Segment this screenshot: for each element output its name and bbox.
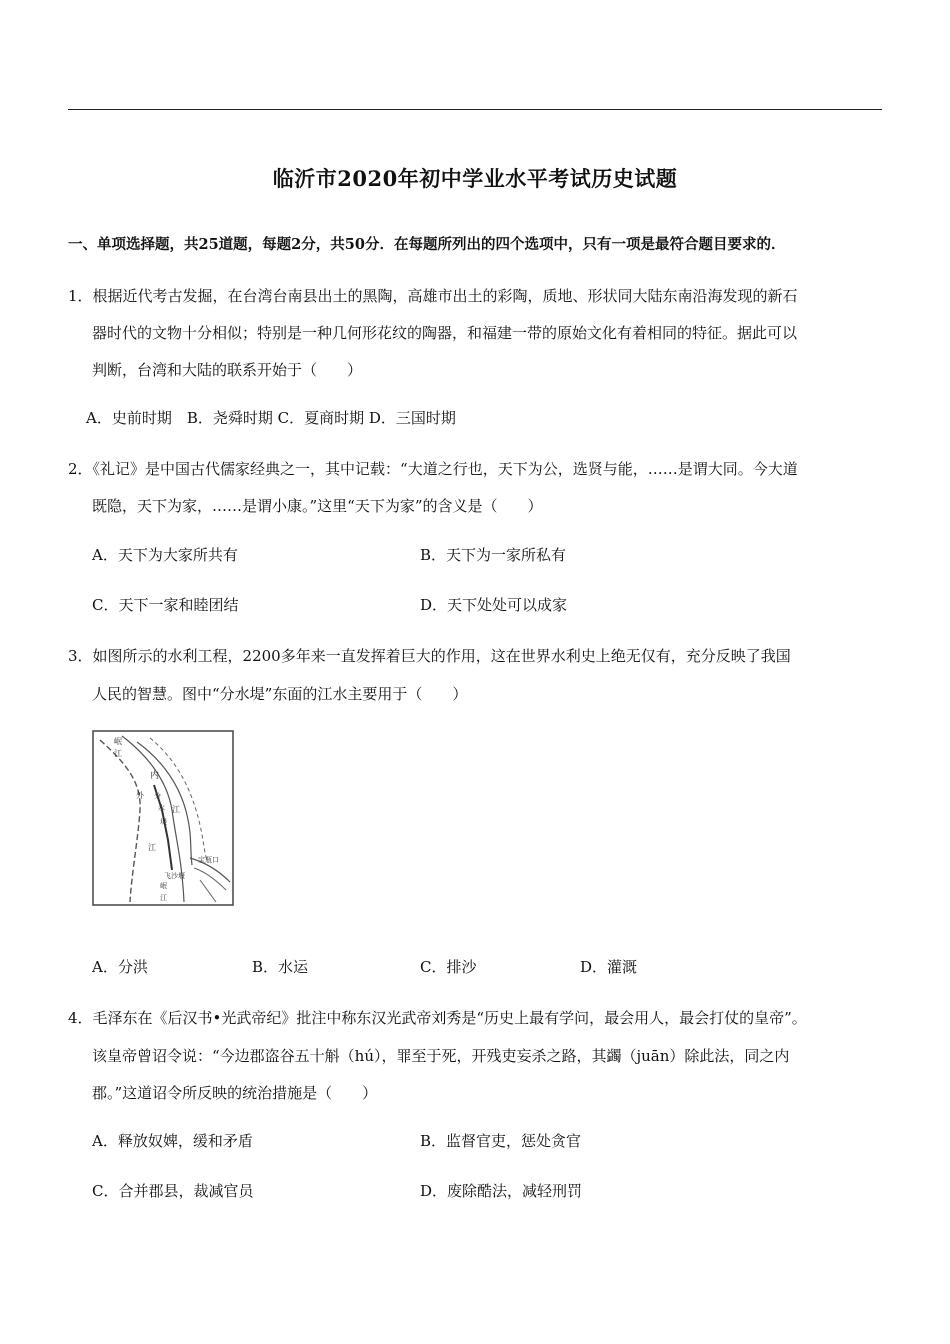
map-label-jiang: 江 <box>114 749 122 758</box>
question-2-line-2: 既隐，天下为家，……是谓小康。”这里“天下为家”的含义是（ ） <box>92 497 543 515</box>
map-label-shui: 水 <box>158 804 165 812</box>
map-label-jiang-outer: 江 <box>148 843 156 852</box>
question-3-option-d: D．灌溉 <box>580 958 638 976</box>
question-3-option-a: A．分洪 <box>92 958 148 976</box>
map-label-jiang-south: 江 <box>160 894 167 902</box>
question-2-option-b: B．天下为一家所私有 <box>420 546 567 564</box>
question-1-options: A．史前时期 B．尧舜时期 C．夏商时期 D．三国时期 <box>86 409 456 427</box>
question-3-line-1: 3．如图所示的水利工程，2200多年来一直发挥着巨大的作用，这在世界水利史上绝无仅有，充分反映了我国 <box>68 647 791 665</box>
map-label-fen: 分 <box>154 792 161 800</box>
question-2-option-d: D．天下处处可以成家 <box>420 596 568 614</box>
question-3-option-c: C．排沙 <box>420 958 477 976</box>
map-label-min-south: 岷 <box>160 882 167 890</box>
map-label-jiang-inner: 江 <box>172 805 180 814</box>
dujiangyan-map <box>92 730 234 906</box>
header-rule <box>68 109 882 110</box>
question-4-option-c: C．合并郡县，裁减官员 <box>92 1182 254 1200</box>
question-3-line-2: 人民的智慧。图中“分水堤”东面的江水主要用于（ ） <box>92 685 468 703</box>
map-label-nei: 内 <box>150 771 160 781</box>
question-3-option-b: B．水运 <box>252 958 309 976</box>
map-label-min: 岷 <box>114 737 122 746</box>
question-1-line-1: 1．根据近代考古发掘，在台湾台南县出土的黑陶，高雄市出土的彩陶，质地、形状同大陆东南沿海发现的新石 <box>68 287 798 305</box>
question-1-line-3: 判断，台湾和大陆的联系开始于（ ） <box>92 361 363 379</box>
question-1-line-2: 器时代的文物十分相似；特别是一种几何形花纹的陶器，和福建一带的原始文化有着相同的特征。据此可以 <box>92 324 798 342</box>
map-label-wai: 外 <box>136 791 144 800</box>
question-2-option-c: C．天下一家和睦团结 <box>92 596 239 614</box>
map-label-baopingkou: 宝瓶口 <box>198 856 219 864</box>
question-4-line-2: 该皇帝曾诏令说：“今边郡盗谷五十斛（hú），罪至于死，开残吏妄杀之路，其蠲（juān）除此法，同之内 <box>92 1047 790 1065</box>
map-label-feishayan: 飞沙堰 <box>164 872 185 880</box>
question-4-option-a: A．释放奴婢，缓和矛盾 <box>92 1132 253 1150</box>
question-2-line-1: 2．《礼记》是中国古代儒家经典之一，其中记载：“大道之行也，天下为公，选贤与能，……是谓大同。今大道 <box>68 460 798 478</box>
question-4-option-b: B．监督官吏，惩处贪官 <box>420 1132 582 1150</box>
question-4-option-d: D．废除酷法，减轻刑罚 <box>420 1182 583 1200</box>
question-4-line-3: 郡。”这道诏令所反映的统治措施是（ ） <box>92 1084 378 1102</box>
map-label-di: 堤 <box>160 818 167 826</box>
section-heading: 一、单项选择题，共25道题，每题2分，共50分．在每题所列出的四个选项中，只有一项是最符合题目要求的． <box>68 236 786 253</box>
question-2-option-a: A．天下为大家所共有 <box>92 546 238 564</box>
question-4-line-1: 4．毛泽东在《后汉书•光武帝纪》批注中称东汉光武帝刘秀是“历史上最有学问，最会用人，最会打仗的皇帝”。 <box>68 1009 807 1027</box>
page-title: 临沂市2020年初中学业水平考试历史试题 <box>272 166 678 191</box>
